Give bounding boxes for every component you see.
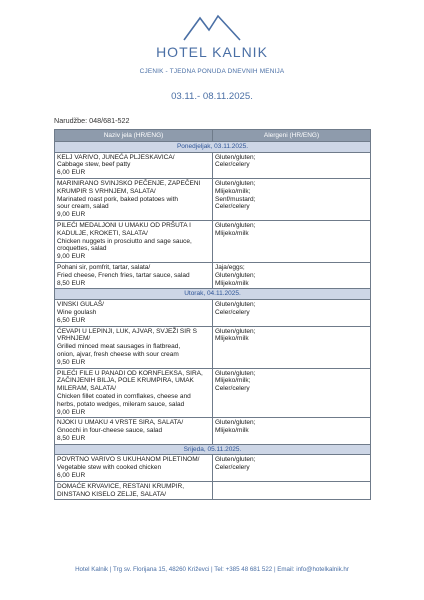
allergens-cell — [213, 455, 371, 481]
allergen-item: Mlijeko/milk; — [215, 187, 251, 195]
orders-phone: Narudžbe: 048/681-522 — [54, 116, 130, 125]
hotel-name: HOTEL KALNIK — [156, 44, 268, 60]
table-header-row — [55, 130, 371, 142]
page-subtitle: CJENIK - TJEDNA PONUDA DNEVNIH MENIJA — [139, 68, 285, 75]
dish-line: Pohani sir, pomfrit, tartar, salata/ — [57, 263, 151, 271]
dish-line: Gnocchi in four-cheese sauce, salad — [57, 427, 163, 435]
table-row — [55, 178, 371, 220]
allergen-item: Mlijeko/milk — [215, 335, 249, 343]
allergens-cell — [213, 326, 371, 368]
allergen-item: Gluten/gluten; — [215, 369, 256, 377]
dish-cell — [55, 368, 213, 418]
allergen-item: Mlijeko/milk — [215, 279, 249, 287]
allergen-item: Mlijeko/milk — [215, 229, 249, 237]
column-header-dish: Naziv jela (HR/ENG) — [55, 130, 213, 142]
dish-line: KELJ VARIVO, JUNEĆA PLJESKAVICA/ — [57, 153, 175, 161]
dish-cell — [55, 418, 213, 444]
allergen-item: Celer/celery — [215, 308, 250, 316]
allergen-item: Senf/mustard; — [215, 195, 256, 203]
allergen-item: Gluten/gluten; — [215, 456, 256, 464]
allergens-cell — [213, 300, 371, 326]
menu-body — [55, 141, 371, 500]
allergen-item: Gluten/gluten; — [215, 179, 256, 187]
allergen-item: Gluten/gluten; — [215, 301, 256, 309]
hotel-logo — [0, 12, 424, 60]
dish-line: Wine goulash — [57, 308, 97, 316]
column-header-allergens: Alergeni (HR/ENG) — [213, 130, 371, 142]
dish-line: Chicken nuggets in prosciutto and sage sauce, — [57, 237, 192, 245]
dish-line: croquettes, salad — [57, 245, 107, 253]
dish-line: KRUMPIR S VRHNJEM, SALATA/ — [57, 187, 156, 195]
dish-line: MARINIRANO SVINJSKO PEČENJE, ZAPEČENI — [57, 179, 201, 187]
table-row — [55, 326, 371, 368]
dish-line: sour cream, salad — [57, 203, 109, 211]
allergen-item: Gluten/gluten; — [215, 419, 256, 427]
allergen-item: Celer/celery — [215, 385, 250, 393]
dish-line: Vegetable stew with cooked chicken — [57, 464, 162, 472]
allergen-item: Celer/celery — [215, 161, 250, 169]
dish-line: PILEĆI MEDALJONI U UMAKU OD PRŠUTA I — [57, 221, 191, 229]
dish-price: 6,50 EUR — [57, 316, 86, 324]
mountain-logo-icon — [182, 12, 242, 42]
allergen-item: Jaja/eggs; — [215, 263, 245, 271]
dish-line: VINSKI GULAŠ/ — [57, 301, 104, 309]
dish-line: DINSTANO KISELO ZELJE, SALATA/ — [57, 490, 167, 498]
day-title: Ponedjeljak, 03.11.2025. — [55, 141, 371, 152]
dish-line: onion, ajvar, fresh cheese with sour cream — [57, 350, 179, 358]
dish-line: KADULJE, KROKETI, SALATA/ — [57, 229, 148, 237]
day-row — [55, 444, 371, 455]
allergen-item: Mlijeko/milk; — [215, 377, 251, 385]
dish-line: POVRTNO VARIVO S UKUHANOM PILETINOM/ — [57, 456, 200, 464]
dish-price: 9,00 EUR — [57, 408, 86, 416]
allergens-cell — [213, 481, 371, 500]
footer-contact: Hotel Kalnik | Trg sv. Florijana 15, 48260 Križevci | Tel: +385 48 681 522 | Email: info@hotelkalnik.hr — [75, 566, 349, 573]
menu-table — [54, 129, 371, 500]
table-row — [55, 300, 371, 326]
dish-price: 9,00 EUR — [57, 253, 86, 261]
allergens-cell — [213, 368, 371, 418]
dish-line: VRHNJEM/ — [57, 335, 91, 343]
dish-cell — [55, 152, 213, 178]
table-row — [55, 262, 371, 288]
dish-line: DOMAĆE KRVAVICE, RESTANI KRUMPIR, — [57, 482, 185, 490]
day-title: Srijeda, 05.11.2025. — [55, 444, 371, 455]
day-row — [55, 289, 371, 300]
allergen-item: Celer/celery — [215, 464, 250, 472]
dish-price: 6,00 EUR — [57, 472, 86, 480]
dish-cell — [55, 262, 213, 288]
dish-line: ĆEVAPI U LEPINJI, LUK, AJVAR, SVJEŽI SIR S — [57, 327, 197, 335]
dish-line: ZAČINJENIH BILJA, POLE KRUMPIRA, UMAK — [57, 377, 194, 385]
dish-cell — [55, 481, 213, 500]
dish-line: herbs, potato wedges, mileram sauce, salad — [57, 400, 185, 408]
date-range: 03.11.- 08.11.2025. — [171, 91, 253, 102]
table-row — [55, 455, 371, 481]
allergen-item: Gluten/gluten; — [215, 153, 256, 161]
dish-line: Chicken fillet coated in cornflakes, cheese and — [57, 392, 191, 400]
allergen-item: Mlijeko/milk — [215, 427, 249, 435]
allergens-cell — [213, 220, 371, 262]
dish-line: NJOKI U UMAKU 4 VRSTE SIRA, SALATA/ — [57, 419, 184, 427]
allergens-cell — [213, 152, 371, 178]
day-row — [55, 141, 371, 152]
dish-cell — [55, 455, 213, 481]
table-row — [55, 220, 371, 262]
allergens-cell — [213, 418, 371, 444]
table-row — [55, 481, 371, 500]
dish-line: Cabbage stew, beef patty — [57, 161, 131, 169]
dish-price: 6,00 EUR — [57, 169, 86, 177]
dish-line: Grilled minced meat sausages in flatbread, — [57, 343, 181, 351]
table-row — [55, 368, 371, 418]
dish-cell — [55, 326, 213, 368]
dish-cell — [55, 300, 213, 326]
allergens-cell — [213, 262, 371, 288]
dish-line: Fried cheese, French fries, tartar sauce, salad — [57, 271, 190, 279]
allergen-item: Gluten/gluten; — [215, 271, 256, 279]
dish-line: MILERAM, SALATA/ — [57, 385, 116, 393]
dish-cell — [55, 220, 213, 262]
dish-line: PILEĆI FILE U PANADI OD KORNFLEKSA, SIRA, — [57, 369, 203, 377]
dish-price: 8,50 EUR — [57, 279, 86, 287]
allergen-item: Gluten/gluten; — [215, 327, 256, 335]
allergen-item: Gluten/gluten; — [215, 221, 256, 229]
dish-price: 8,50 EUR — [57, 434, 86, 442]
table-row — [55, 418, 371, 444]
allergen-item: Celer/celery — [215, 203, 250, 211]
dish-line: Marinated roast pork, baked potatoes with — [57, 195, 179, 203]
dish-price: 9,00 EUR — [57, 211, 86, 219]
day-title: Utorak, 04.11.2025. — [55, 289, 371, 300]
table-row — [55, 152, 371, 178]
allergens-cell — [213, 178, 371, 220]
dish-price: 9,50 EUR — [57, 358, 86, 366]
dish-cell — [55, 178, 213, 220]
